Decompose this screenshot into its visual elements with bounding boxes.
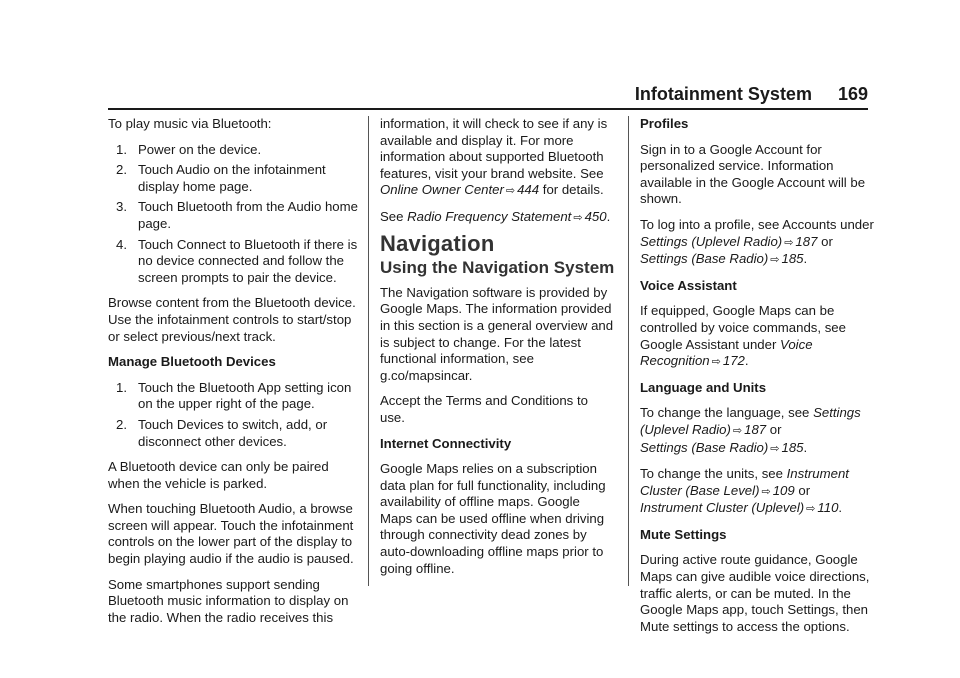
page-ref-icon: ⇨ — [784, 236, 794, 249]
header-title: Infotainment System — [634, 84, 812, 104]
list-item: 2. Touch Audio on the infotainment display home page. — [116, 162, 326, 194]
ref-link[interactable]: Settings (Uplevel Radio) — [640, 405, 861, 437]
page-ref-icon: ⇨ — [806, 503, 816, 516]
bt-browse-screen-text: When touching Bluetooth Audio, a browse screen will appear. Touch the infotainment controls on the lower part of the display to begin playing audio if the audio is paused. — [108, 501, 354, 567]
bt-smartphones-text: Some smartphones support sending Bluetooth music information to display on the radio. When the radio receives this — [108, 576, 349, 625]
internet-text: Google Maps relies on a subscription data plan for full functionality, including availability of offline maps. Google Maps can be used offline when driving through connectivity dead zones by auto-downloading offline maps prior to going offline. — [380, 461, 606, 576]
page-ref-icon: ⇨ — [770, 254, 780, 267]
column-divider — [368, 116, 369, 586]
mute-heading: Mute Settings — [640, 526, 727, 542]
page-ref-icon: ⇨ — [770, 442, 780, 455]
list-item: 1. Touch the Bluetooth App setting icon on the upper right of the page. — [116, 379, 352, 412]
page-header — [635, 84, 868, 105]
page-ref-icon: ⇨ — [732, 424, 743, 437]
voice-heading: Voice Assistant — [640, 277, 737, 293]
bt-intro: To play music via Bluetooth: — [108, 116, 272, 131]
ref-link[interactable]: Voice Recognition — [640, 336, 813, 369]
list-item: 1. Power on the device. — [116, 141, 262, 157]
navigation-heading: Navigation — [380, 230, 495, 256]
ref-link[interactable]: Radio Frequency Statement — [407, 208, 572, 224]
column-1 — [108, 116, 358, 635]
ref-link[interactable]: Online Owner Center — [380, 182, 504, 198]
mute-text: During active route guidance, Google Maps can give audible voice directions, traffic alerts, or can be muted. In the Google Maps app, touch Settings, then Mute settings to access the options. — [640, 552, 870, 634]
ref-link[interactable]: Settings (Base Radio) — [640, 439, 769, 455]
page-ref-icon: ⇨ — [711, 356, 721, 369]
nav-intro-text: The Navigation software is provided by Google Maps. The information provided in this section is a general overview and is subject to change. For the latest functional information, see g.co/mapsincar. — [380, 284, 614, 383]
list-item: 2. Touch Devices to switch, add, or disconnect other devices. — [116, 416, 328, 449]
profiles-text: Sign in to a Google Account for personalized service. Information available in the Google Account will be shown. — [640, 141, 866, 207]
ref-link[interactable]: Instrument Cluster (Uplevel) — [640, 500, 805, 516]
ref-link[interactable]: Instrument Cluster (Base Level) — [640, 466, 849, 498]
page-ref-icon: ⇨ — [573, 211, 583, 224]
see-radio-freq: See Radio Frequency Statement ⇨ 450. — [380, 209, 615, 227]
internet-heading: Internet Connectivity — [380, 435, 512, 451]
profiles-heading: Profiles — [640, 116, 689, 131]
column-2 — [380, 116, 615, 586]
accept-terms-text: Accept the Terms and Conditions to use. — [380, 393, 588, 425]
language-text: To change the language, see Settings (Uplevel Radio) ⇨ 187 or Settings (Base Radio) ⇨ 185. — [640, 405, 875, 457]
language-heading: Language and Units — [640, 379, 767, 395]
manage-steps-list — [108, 380, 358, 450]
ref-link[interactable]: Settings (Uplevel Radio) — [640, 233, 783, 249]
list-item: 3. Touch Bluetooth from the Audio home page. — [116, 199, 358, 231]
page-ref-icon: ⇨ — [761, 485, 771, 498]
column-3 — [640, 116, 875, 644]
list-item: 4. Touch Connect to Bluetooth if there is no device connected and follow the screen prompts to pair the device. — [116, 236, 358, 285]
voice-text: If equipped, Google Maps can be controlled by voice commands, see Google Assistant under Voice Recognition ⇨ 172. — [640, 303, 875, 370]
bt-continued-text: information, it will check to see if any is available and display it. For more information about supported Bluetooth features, visit your brand website. See Online Owner Center ⇨ 444 for details. — [380, 116, 615, 200]
bt-parked-text: A Bluetooth device can only be paired when the vehicle is parked. — [108, 459, 329, 491]
using-nav-heading: Using the Navigation System — [380, 258, 615, 278]
page-number: 169 — [837, 84, 868, 104]
header-rule — [108, 108, 868, 110]
login-text: To log into a profile, see Accounts under Settings (Uplevel Radio) ⇨ 187 or Settings (Base Radio) ⇨ 185. — [640, 217, 875, 269]
column-divider — [628, 116, 629, 586]
units-text: To change the units, see Instrument Cluster (Base Level) ⇨ 109 or Instrument Cluster (Uplevel) ⇨ 110. — [640, 466, 875, 518]
bt-steps-list — [108, 142, 358, 287]
ref-link[interactable]: Settings (Base Radio) — [640, 251, 769, 267]
page-ref-icon: ⇨ — [505, 185, 516, 198]
manage-bt-heading: Manage Bluetooth Devices — [108, 354, 276, 370]
bt-browse-text: Browse content from the Bluetooth device. Use the infotainment controls to start/stop or select previous/next track. — [108, 295, 356, 344]
